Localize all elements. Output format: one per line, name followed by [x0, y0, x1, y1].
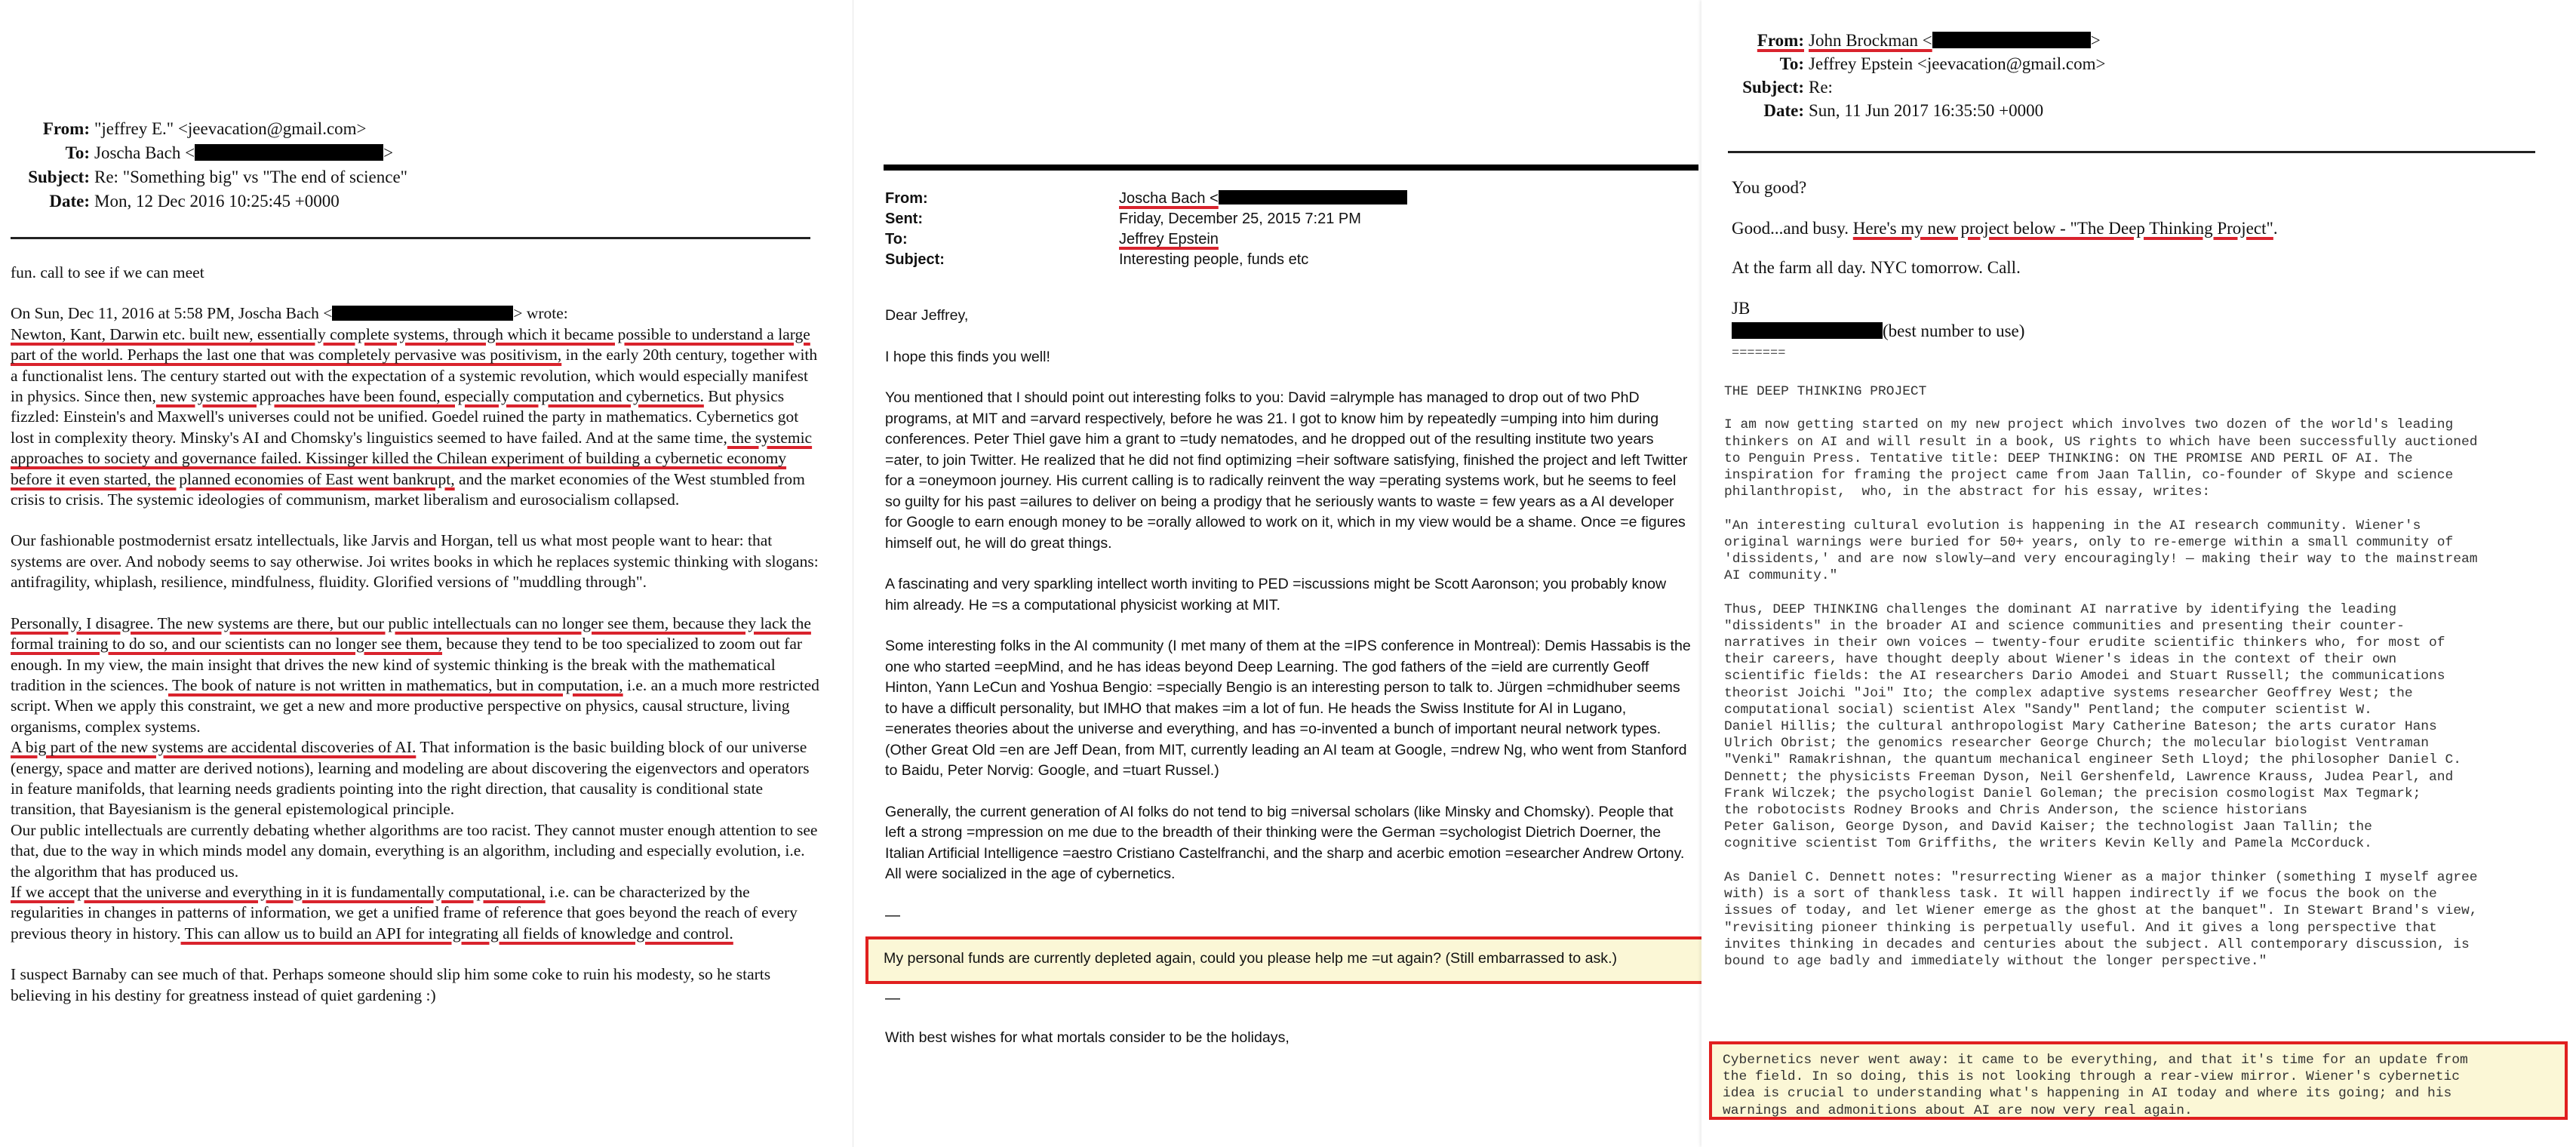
- date-value: Sun, 11 Jun 2017 16:35:50 +0000: [1809, 101, 2044, 120]
- to-value: Joscha Bach < >: [94, 143, 394, 162]
- from-value: John Brockman < >: [1809, 31, 2101, 50]
- header-top-bar: [884, 165, 1698, 171]
- paragraph-2: You mentioned that I should point out interesting folks to you: David =alrymple has managed to drop out of two PhD programs, at MIT and =arvard respectively, before he was 21. I got to know him by repeatedly =umping into him during conferences. Peter Thiel gave him a grant to =tudy nematodes, and he dropped out of the resulting institute two years =ater, to join Twitter. He realized that he did not find optimizing =heir software satisfying, finished the project and left Twitter for a =oneymoon journey. His current calling is to radically reinvent the way =perating systems work, but he seems to feel so guilty for his past =ailures to deliver on being a prodigy that he seriously wants to waste = few years as a AI developer for Google to earn enough money to be =orally allowed to work on it, which in my view would be a shame. Once =e figures himself out, he will do great things.: [885, 389, 1688, 552]
- subject-value: Interesting people, funds etc: [1119, 251, 1309, 268]
- paragraph-2: Good...and busy. Here's my new project below - "The Deep Thinking Project".: [1732, 219, 2278, 238]
- sent-label: Sent:: [885, 211, 923, 227]
- email-2-header: [885, 189, 1692, 270]
- quote-paragraph-1: Newton, Kant, Darwin etc. built new, essentially complete systems, through which it became possible to understand a large part of the world. Perhaps the last one that was completely pervasive was positivism, in the early 20th century, together with a functionalist lens. The century started out with the expectation of a systemic revolution, which would especially manifest in physics. Since then, new systemic approaches have been found, especially computation and cybernetics. But physics fizzled: Einstein's and Maxwell's universes could not be unified. Goedel ruined the party in mathematics. Cybernetics got lost in complexity theory. Minsky's AI and Chomsky's linguistics seemed to have failed. And at the same time, the systemic approaches to society and governance failed. Kissinger killed the Chilean experiment of building a cybernetic economy before it even started, the planned economies of East went bankrupt, and the market economies of the West stumbled from crisis to crisis. The systemic ideologies of communism, market liberalism and eurosocialism collapsed.: [11, 324, 818, 509]
- date-label: Date:: [49, 192, 90, 211]
- to-value: Jeffrey Epstein <jeevacation@gmail.com>: [1809, 54, 2106, 73]
- from-label: From:: [885, 190, 928, 207]
- quote-intro: On Sun, Dec 11, 2016 at 5:58 PM, Joscha Bach < > wrote:: [11, 304, 568, 323]
- redaction-bar: [195, 144, 383, 161]
- email-panel-2: [853, 0, 1701, 1147]
- email-panel-1: [0, 0, 853, 1147]
- redaction-bar: [1932, 32, 2091, 48]
- to-value: Jeffrey Epstein: [1119, 231, 1219, 248]
- to-label: To:: [885, 231, 908, 248]
- redaction-bar: [332, 306, 513, 321]
- email-2-body: [885, 306, 1692, 906]
- subject-label: Subject:: [885, 251, 945, 268]
- closing-line: With best wishes for what mortals consider to be the holidays,: [885, 1029, 1290, 1046]
- sent-value: Friday, December 25, 2015 7:21 PM: [1119, 211, 1361, 227]
- email-1-body: [11, 263, 822, 1026]
- paragraph-3: A fascinating and very sparkling intellect worth inviting to PED =iscussions might be Scott Aaronson; you probably know him already. He =s a computational physicist working at MIT.: [885, 576, 1667, 613]
- from-value: Joscha Bach <: [1119, 189, 1407, 209]
- header-divider: [1728, 151, 2535, 153]
- from-label: From:: [42, 119, 90, 138]
- subject-value: Re:: [1809, 78, 1833, 97]
- mono-paragraph-4: As Daniel C. Dennett notes: "resurrecting Wiener as a major thinker (something I myself agree with) is a sort of thankless task. It will happen indirectly if we focus the book on the issues of today, and let Wiener emerge as the ghost at the banquet". In Stewart Brand's view, "revisiting pioneer thinking is perpetually useful. And it gives a long perspective that invites thinking in decades and centuries about the subject. All contemporary discussion, is bound to age badly and immediately without the longer perspective.": [1724, 869, 2478, 969]
- paragraph-5: Generally, the current generation of AI folks do not tend to big =niversal scholars (like Minsky and Chomsky). People that left a strong =mpression on me due to the breadth of their thinking were the German =sychologist Dietrich Doerner, the Italian Artificial Intelligence =aestro Cristiano Castelfranchi, and the sharp and acerbic emotion =esearcher Andrew Ortony. All were socialized in the age of cybernetics.: [885, 803, 1685, 882]
- redaction-bar: [1732, 322, 1883, 339]
- divider-text: =======: [1732, 346, 1786, 361]
- quote-paragraph-7: I suspect Barnaby can see much of that. Perhaps someone should slip him some coke to ruin his modesty, so he starts believing in his destiny for greatness instead of quiet gardening :): [11, 965, 771, 1004]
- email-3-header: [1701, 29, 2154, 122]
- highlighted-request: My personal funds are currently depleted again, could you please help me =ut again? (Still embarrassed to ask.): [865, 936, 1701, 984]
- mono-paragraph-2: "An interesting cultural evolution is happening in the AI research community. Wiener's original warnings were buried for 50+ years, only to re-emerge within a small community of 'dissidents,' and are now slowly—and very encouragingly! — making their way to the mainstream AI community.": [1724, 518, 2478, 584]
- redaction-bar: [1219, 190, 1407, 204]
- project-description: [1724, 383, 2547, 970]
- signature: JB: [1732, 299, 1751, 318]
- quote-paragraph-4: A big part of the new systems are accidental discoveries of AI. That information is the basic building block of our universe (energy, space and matter are derived notions), learning and modeling are about discovering the eigenvectors and operators in feature manifolds, that learning needs gradients pointing into the right direction, that causality is conditional state transition, that Bayesianism is the general epistemological principle.: [11, 738, 810, 819]
- quote-paragraph-5: Our public intellectuals are currently debating whether algorithms are too racist. They cannot muster enough attention to see that, due to the way in which minds model any domain, everything is an algorithm, including and especially evolution, i.e. the algorithm that has produced us.: [11, 820, 818, 881]
- reply-text: fun. call to see if we can meet: [11, 263, 204, 281]
- dash-separator: —: [885, 907, 900, 924]
- mono-paragraph-3: Thus, DEEP THINKING challenges the dominant AI narrative by identifying the leading "dissidents" in the broader AI and science communities and presenting their counter- narratives in their own voices — twenty-four erudite scientific thinkers who, for most of their careers, have thought deeply about Wiener's ideas in the context of their own scientific fields: the AI researchers Dario Amodei and Stuart Russell; the communications theorist Joichi "Joi" Ito; the complex adaptive systems researcher Geoffrey West; the computational social) scientist Alex "Sandy" Pentland; the computer scientist W. Daniel Hillis; the cultural anthropologist Mary Catherine Bateson; the arts curator Hans Ulrich Obrist; the genomics researcher George Church; the molecular biologist Ventraman "Venki" Ramakrishnan, the quantum mechanical engineer Seth Lloyd; the philosopher Daniel C. Dennett; the physicists Freeman Dyson, Neil Gershenfeld, Lawrence Krauss, Judea Pearl, and Frank Wilczek; the psychologist Daniel Goleman; the precision cosmologist Max Tegmark; the robotocists Rodney Brooks and Chris Anderson, the science historians Peter Galison, George Dyson, and David Kaiser; the technologist Jaan Tallin; the cognitive scientist Tom Griffiths, the writers Kevin Kelly and Pamela McCorduck.: [1724, 601, 2461, 852]
- quote-paragraph-2: Our fashionable postmodernist ersatz intellectuals, like Jarvis and Horgan, tell us what most people want to hear: that systems are over. And nobody seems to say otherwise. Joi writes books in which he replaces systemic thinking with slogans: antifragility, whiplash, resilience, mindfulness, fluidity. Glorified versions of "muddling through".: [11, 531, 819, 592]
- quote-paragraph-6: If we accept that the universe and everything in it is fundamentally computational, i.e. can be characterized by the regularities in changes in patterns of information, we get a unified frame of reference that goes beyond the reach of every previous theory in history. This can allow us to build an API for integrating all fields of knowledge and control.: [11, 882, 798, 943]
- paragraph-3: At the farm all day. NYC tomorrow. Call.: [1732, 258, 2021, 277]
- date-label: Date:: [1763, 101, 1804, 120]
- email-1-header: [0, 117, 423, 214]
- paragraph-4: Some interesting folks in the AI community (I met many of them at the =IPS conference in Montreal): Demis Hassabis is the one who started =eepMind, and he has ideas beyond Deep Learning. The god fathers of the =ield are currently Geoff Hinton, Yann LeCun and Yoshua Bengio: =specially Bengio is an interesting person to talk to. Jürgen =chmidhuber seems to have a difficult personality, but IMHO that makes =im a lot of fun. He heads the Swiss Institute for AI in Lugano, =enerates theories about the universe and everything, and has =o-invented a bunch of important neural network types. (Other Great Old =en are Jeff Dean, from MIT, currently leading an AI team at Google, =ndrew Ng, who went from Stanford to Baidu, Peter Norvig: Google, and =tuart Russel.): [885, 638, 1691, 779]
- header-divider: [11, 237, 810, 239]
- to-label: To:: [65, 143, 90, 162]
- paragraph-1: I hope this finds you well!: [885, 348, 1050, 365]
- highlighted-cybernetics-quote: Cybernetics never went away: it came to be everything, and that it's time for an update from the field. In so doing, this is not looking through a rear-view mirror. Wiener's cybernetic idea is crucial to understanding what's happening in AI today and where its going; and his warnings and admonitions about AI are now very real again.: [1709, 1041, 2568, 1120]
- project-title: THE DEEP THINKING PROJECT: [1724, 384, 1927, 399]
- email-3-body: [1732, 177, 2554, 365]
- subject-label: Subject:: [28, 168, 90, 186]
- subject-label: Subject:: [1742, 78, 1804, 97]
- phone-line: (best number to use): [1732, 320, 2554, 343]
- greeting: Dear Jeffrey,: [885, 307, 969, 324]
- paragraph-1: You good?: [1732, 178, 1807, 197]
- from-label: From:: [1757, 31, 1804, 50]
- mono-paragraph-1: I am now getting started on my new project which involves two dozen of the world's leading thinkers on AI and will result in a book, US rights to which have been successfully auctioned to Penguin Press. Tentative title: DEEP THINKING: ON THE PROMISE AND PERIL OF AI. The inspiration for framing the project came from Jaan Tallin, co-founder of Skype and science philanthropist, who, in the abstract for his essay, writes:: [1724, 417, 2478, 500]
- subject-value: Re: "Something big" vs "The end of science": [94, 168, 408, 186]
- dash-separator: —: [885, 990, 900, 1007]
- email-panel-3: [1701, 0, 2576, 1147]
- quote-paragraph-3: Personally, I disagree. The new systems are there, but our public intellectuals can no longer see them, because they lack the formal training to do so, and our scientists can no longer see them, because they tend to be too specialized to zoom out far enough. In my view, the main insight that drives the new kind of systemic thinking is the break with the mathematical tradition in the sciences. The book of nature is not written in mathematics, but in computation, i.e. an a much more restricted script. When we apply this constraint, we get a new and more productive perspective on physics, causal structure, living organisms, complex systems.: [11, 613, 819, 736]
- to-label: To:: [1779, 54, 1804, 73]
- date-value: Mon, 12 Dec 2016 10:25:45 +0000: [94, 192, 340, 211]
- from-value: "jeffrey E." <jeevacation@gmail.com>: [94, 119, 367, 138]
